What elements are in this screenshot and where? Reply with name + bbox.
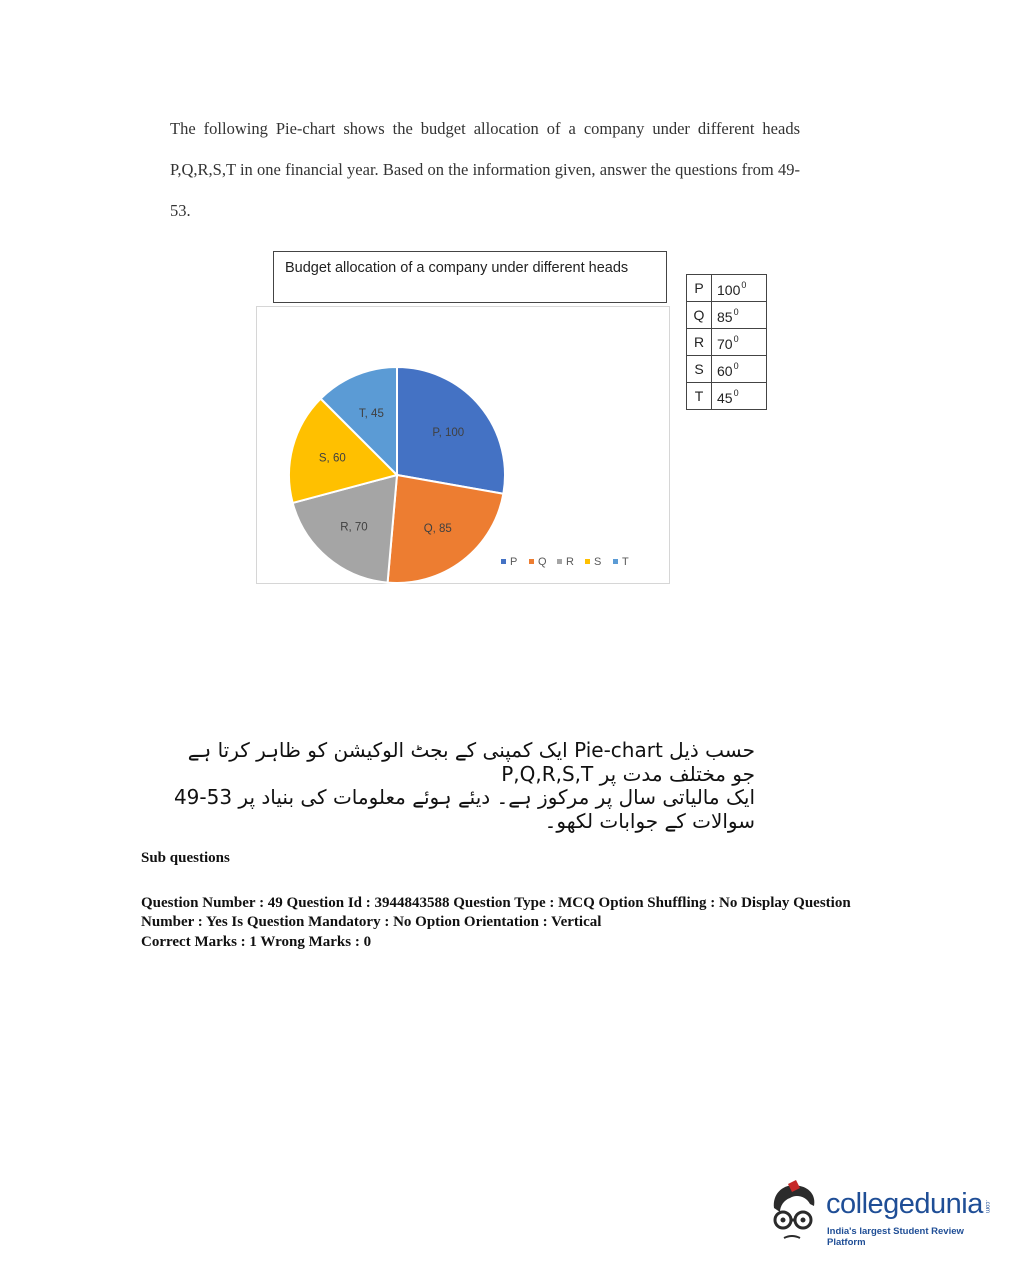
- degree-value: $60^0$: [712, 356, 767, 383]
- collegedunia-logo[interactable]: [766, 1178, 996, 1250]
- degree-row-r: [687, 329, 767, 356]
- legend-label-q: Q: [538, 556, 547, 568]
- pie-data-label: S, 60: [318, 452, 346, 465]
- degree-value: $45^0$: [712, 383, 767, 410]
- legend-swatch-q: [529, 559, 534, 564]
- degree-head: S: [687, 356, 712, 383]
- logo-suffix: .com: [984, 1200, 990, 1214]
- mascot-icon: [766, 1178, 826, 1250]
- degree-row-s: [687, 356, 767, 383]
- pie-data-label: R, 70: [340, 521, 368, 534]
- pie-data-label: Q, 85: [423, 523, 452, 536]
- degree-value: $85^0$: [712, 302, 767, 329]
- legend-label-r: R: [566, 556, 574, 568]
- sub-questions-heading: Sub questions: [141, 850, 230, 866]
- question-meta: Question Number : 49 Question Id : 3944843588 Question Type : MCQ Option Shuffling : No Display Question Number : Yes Is Question Mandatory : No Option Orientation : Vertical: [141, 895, 851, 930]
- pie-data-label: T, 45: [358, 408, 384, 421]
- degree-head: R: [687, 329, 712, 356]
- legend-label-s: S: [594, 556, 602, 568]
- degree-row-p: [687, 275, 767, 302]
- logo-tagline: India's largest Student Review Platform: [827, 1226, 964, 1248]
- logo-wordmark: collegedunia: [826, 1188, 983, 1220]
- chart-title: Budget allocation of a company under different heads: [273, 251, 667, 303]
- legend-swatch-p: [501, 559, 506, 564]
- degree-head: Q: [687, 302, 712, 329]
- marks-info: Correct Marks : 1 Wrong Marks : 0: [141, 934, 372, 950]
- degree-value: $70^0$: [712, 329, 767, 356]
- degree-row-t: [687, 383, 767, 410]
- legend-swatch-r: [557, 559, 562, 564]
- degree-table: [686, 274, 767, 410]
- urdu-line-1: حسب ذیل Pie-chart ایک کمپنی کے بجٹ الوکیشن کو ظاہر کرتا ہے جو مختلف مدت پر P,Q,R,S,T: [187, 738, 755, 786]
- legend-label-p: P: [510, 556, 518, 568]
- degree-head: P: [687, 275, 712, 302]
- urdu-line-2: ایک مالیاتی سال پر مرکوز ہے۔ دیئے ہوئے معلومات کی بنیاد پر 53-49 سوالات کے جوابات لکھو۔: [173, 785, 755, 833]
- legend-swatch-t: [613, 559, 618, 564]
- pie-chart-svg: [257, 307, 671, 585]
- legend-swatch-s: [585, 559, 590, 564]
- intro-paragraph: The following Pie-chart shows the budget allocation of a company under different heads P,Q,R,S,T in one financial year. Based on the information given, answer the questions from 49-53.: [170, 119, 800, 220]
- legend-label-t: T: [622, 556, 629, 568]
- degree-value: $100^0$: [712, 275, 767, 302]
- pie-chart: [256, 306, 670, 584]
- pie-data-label: P, 100: [432, 426, 465, 439]
- degree-row-q: [687, 302, 767, 329]
- degree-head: T: [687, 383, 712, 410]
